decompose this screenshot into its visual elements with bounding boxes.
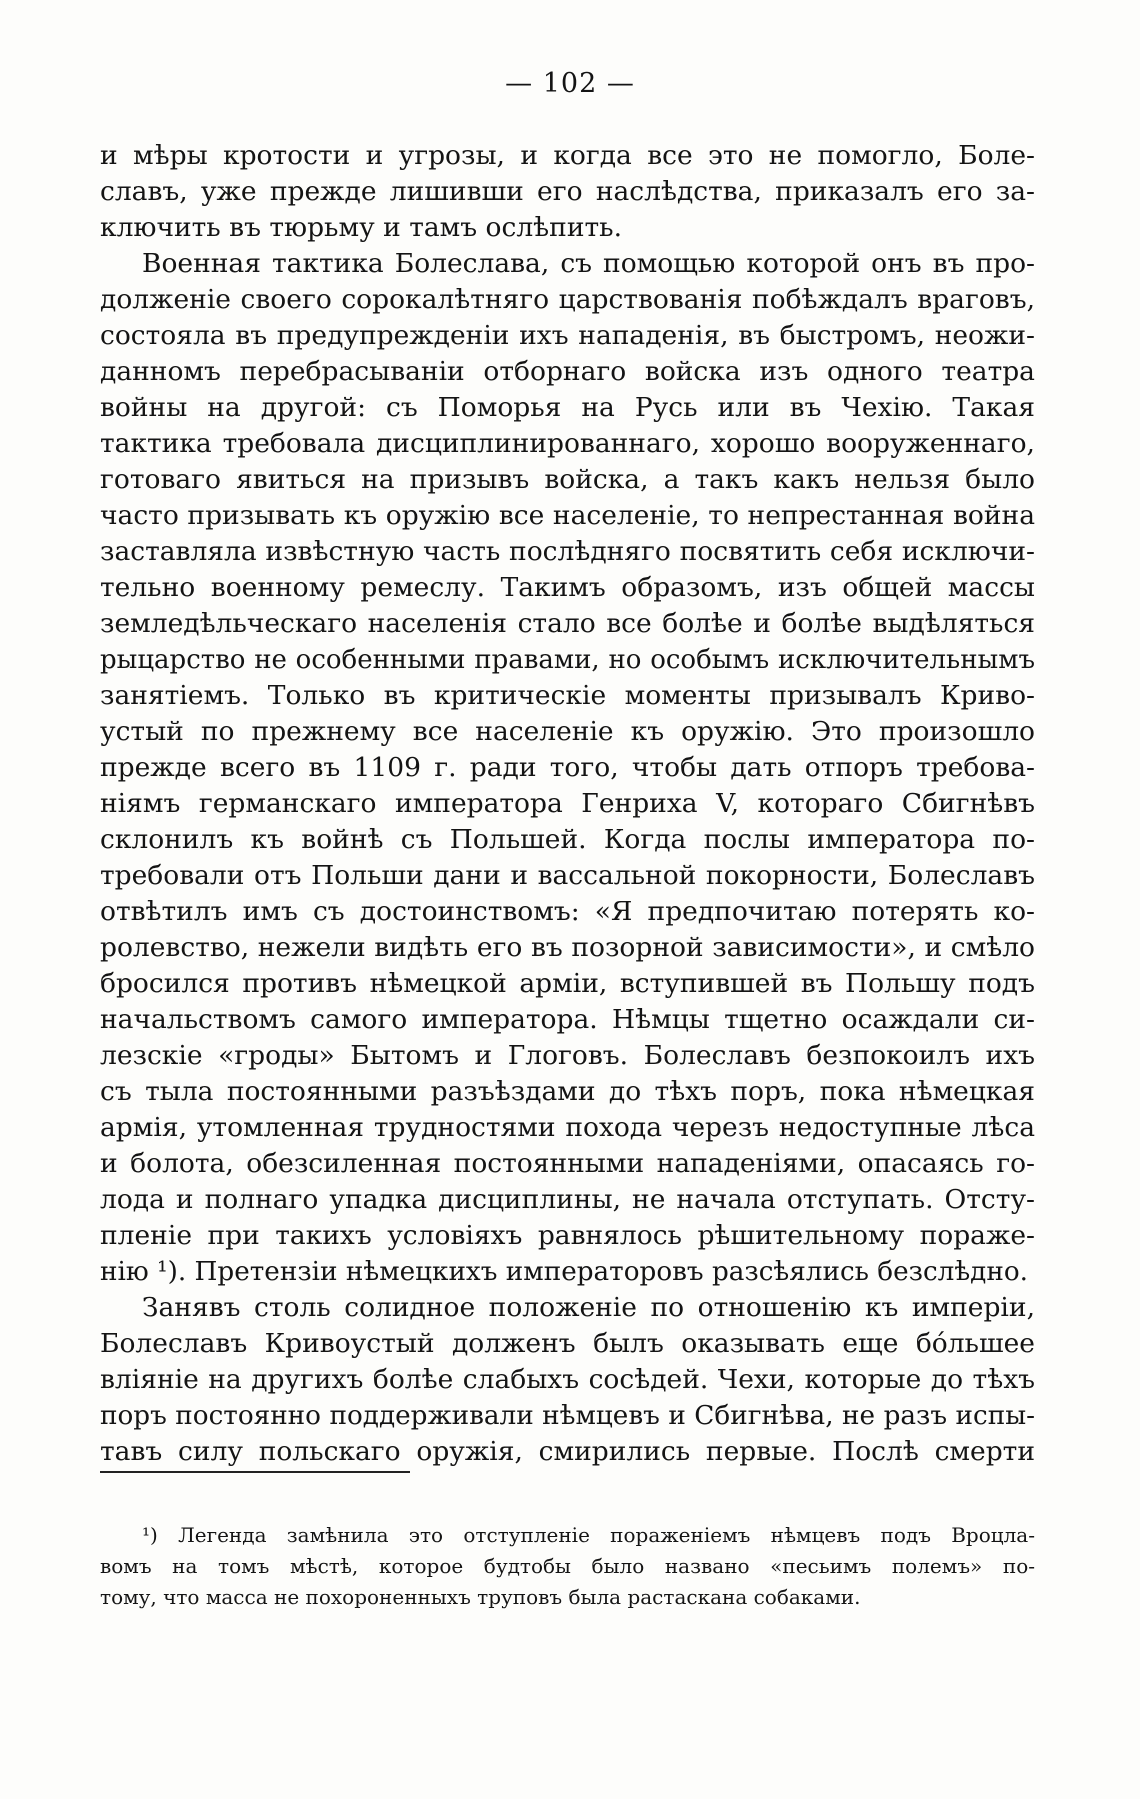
text-line: лезскіе «гроды» Бытомъ и Глоговъ. Болеславъ безпокоилъ ихъ xyxy=(100,1040,1035,1071)
paragraph-3 xyxy=(100,1290,1035,1470)
text-line: Болеславъ Кривоустый долженъ былъ оказывать еще бóльшее xyxy=(100,1328,1035,1359)
text-line: лода и полнаго упадка дисциплины, не начала отступать. Отсту- xyxy=(100,1184,1035,1215)
text-line: и болота, обезсиленная постоянными нападеніями, опасаясь го- xyxy=(100,1148,1035,1179)
footnote-divider xyxy=(100,1471,410,1473)
text-line: готоваго явиться на призывъ войска, а такъ какъ нельзя было xyxy=(100,464,1035,495)
text-line: заставляла извѣстную часть послѣдняго посвятить себя исключи- xyxy=(100,536,1035,567)
text-line: бросился противъ нѣмецкой арміи, вступившей въ Польшу подъ xyxy=(100,968,1035,999)
text-line: ключить въ тюрьму и тамъ ослѣпить. xyxy=(100,212,623,243)
text-line: рыцарство не особенными правами, но особымъ исключительнымъ xyxy=(100,645,1035,675)
text-line: начальствомъ самого императора. Нѣмцы тщетно осаждали си- xyxy=(100,1004,1035,1035)
text-line: устый по прежнему все населеніе къ оружію. Это произошло xyxy=(100,716,1035,747)
text-line: прежде всего въ 1109 г. ради того, чтобы дать отпоръ требова- xyxy=(100,752,1035,783)
footnote-line: тому, что масса не похороненныхъ труповъ была растаскана собаками. xyxy=(100,1585,861,1609)
text-line: отвѣтилъ имъ съ достоинствомъ: «Я предпочитаю потерять ко- xyxy=(100,896,1035,927)
text-line: нію ¹). Претензіи нѣмецкихъ императоровъ разсѣялись безслѣдно. xyxy=(100,1257,1028,1287)
text-line: пленіе при такихъ условіяхъ равнялось рѣшительному пораже- xyxy=(100,1220,1035,1251)
page-number: — 102 — xyxy=(505,68,635,99)
text-line: армія, утомленная трудностями похода черезъ недоступные лѣса xyxy=(100,1112,1035,1143)
text-line: ролевство, нежели видѣть его въ позорной зависимости», и смѣло xyxy=(100,932,1035,963)
text-line: ніямъ германскаго императора Генриха V, котораго Сбигнѣвъ xyxy=(100,788,1035,819)
text-line: тавъ силу польскаго оружія, смирились первые. Послѣ смерти xyxy=(100,1436,1035,1467)
paragraph-1 xyxy=(100,138,1035,246)
text-line: занятіемъ. Только въ критическіе моменты призывалъ Криво- xyxy=(100,680,1035,711)
text-line: данномъ перебрасываніи отборнаго войска изъ одного театра xyxy=(100,356,1035,387)
text-line: вліяніе на другихъ болѣе слабыхъ сосѣдей. Чехи, которые до тѣхъ xyxy=(100,1364,1035,1395)
text-line: тактика требовала дисциплинированнаго, хорошо вооруженнаго, xyxy=(100,428,1035,459)
text-line: требовали отъ Польши дани и вассальной покорности, Болеславъ xyxy=(100,860,1035,891)
text-line: Занявъ столь солидное положеніе по отношенію къ имперіи, xyxy=(142,1292,1035,1323)
body-text xyxy=(100,138,1035,1470)
paragraph-2 xyxy=(100,246,1035,1290)
text-line: тельно военному ремеслу. Такимъ образомъ, изъ общей массы xyxy=(100,572,1035,603)
text-line: поръ постоянно поддерживали нѣмцевъ и Сбигнѣва, не разъ испы- xyxy=(100,1401,1035,1431)
text-line: склонилъ къ войнѣ съ Польшей. Когда послы императора по- xyxy=(100,824,1035,855)
text-line: долженіе своего сорокалѣтняго царствованія побѣждалъ враговъ, xyxy=(100,284,1035,315)
text-line: войны на другой: съ Поморья на Русь или въ Чехію. Такая xyxy=(100,392,1035,423)
text-line: и мѣры кротости и угрозы, и когда все это не помогло, Боле- xyxy=(100,140,1035,171)
footnote xyxy=(100,1520,1035,1613)
footnote-line: вомъ на томъ мѣстѣ, которое будтобы было названо «песьимъ полемъ» по- xyxy=(100,1554,1035,1578)
text-line: состояла въ предупрежденіи ихъ нападенія, въ быстромъ, неожи- xyxy=(100,320,1035,351)
text-line: земледѣльческаго населенія стало все болѣе и болѣе выдѣляться xyxy=(100,608,1035,639)
text-line: Военная тактика Болеслава, съ помощью которой онъ въ про- xyxy=(142,248,1035,279)
text-line: славъ, уже прежде лишивши его наслѣдства, приказалъ его за- xyxy=(100,176,1035,207)
footnote-line: ¹) Легенда замѣнила это отступленіе пораженіемъ нѣмцевъ подъ Вроцла- xyxy=(142,1523,1035,1547)
text-line: часто призывать къ оружію все населеніе, то непрестанная война xyxy=(100,500,1035,531)
text-line: съ тыла постоянными разъѣздами до тѣхъ поръ, пока нѣмецкая xyxy=(100,1076,1035,1107)
